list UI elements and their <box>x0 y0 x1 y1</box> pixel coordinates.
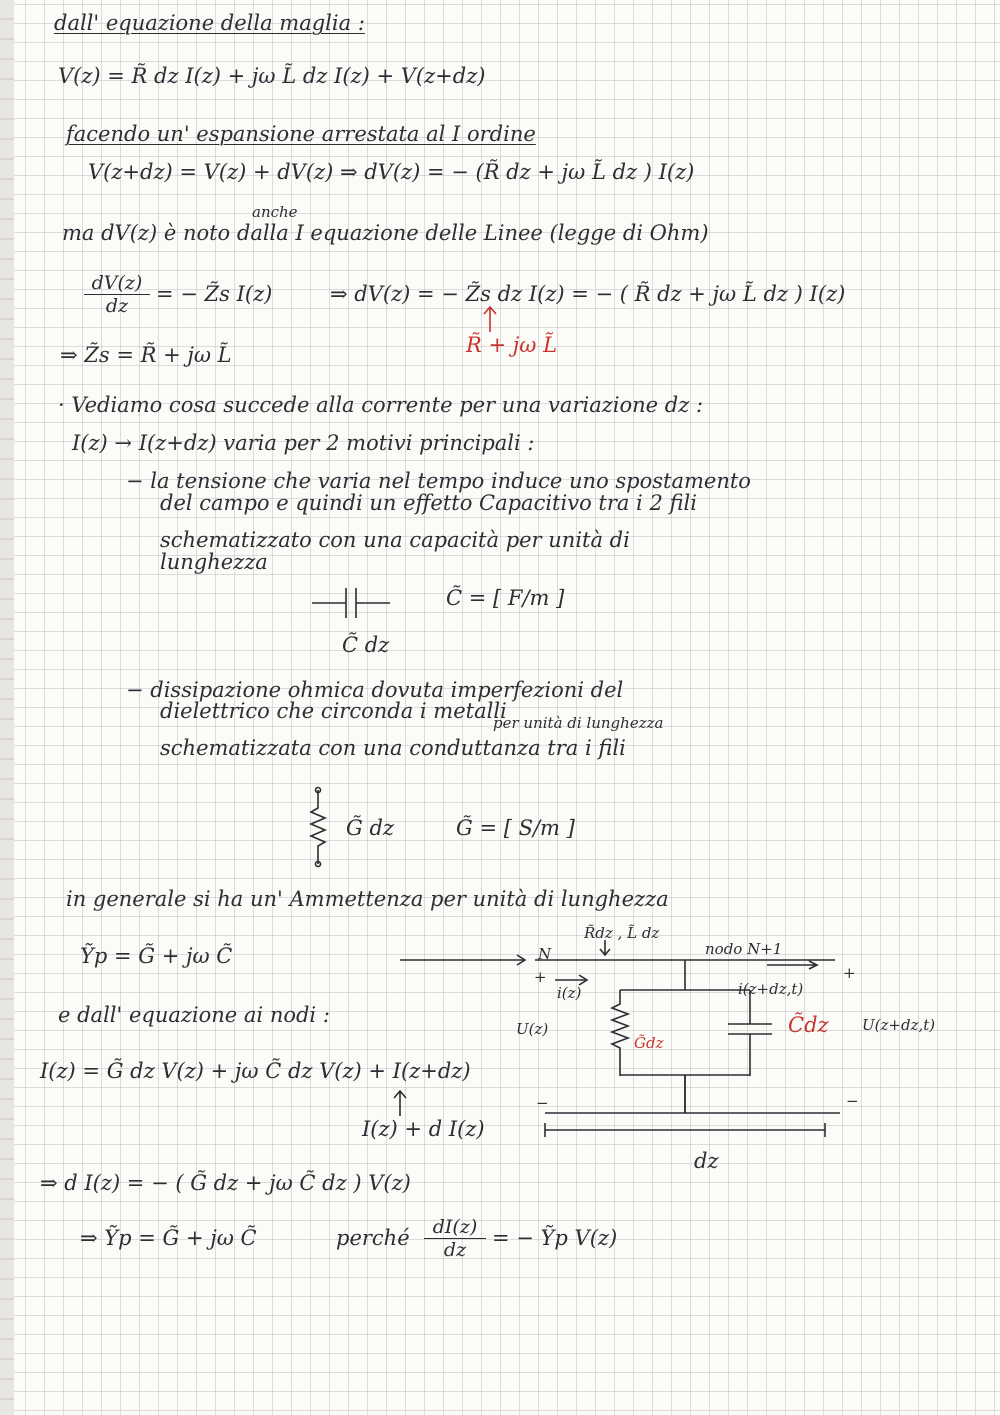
circuit-node-n1: nodo N+1 <box>705 940 783 958</box>
equation-yp-final: ⇒ Ỹp = G̃ + jω C̃ <box>80 1226 257 1250</box>
bullet1-line2: del campo e quindi un effetto Capacitivo tra i 2 fili <box>160 491 697 515</box>
circuit-i-left: i(z) <box>557 984 582 1002</box>
capacitor-unit: C̃ = [ F/m ] <box>446 586 565 610</box>
equation-zs: ⇒ Z̃s = R̃ + jω L̃ <box>60 343 232 367</box>
bullet2-line1: − dissipazione ohmica dovuta imperfezioni del <box>126 678 624 702</box>
bullet2-line2: dielettrico che circonda i metalli <box>160 699 507 723</box>
fraction-dv-denominator: dz <box>105 295 129 317</box>
equation-nodi: I(z) = G̃ dz V(z) + jω C̃ dz V(z) + I(z+dz) <box>40 1059 471 1083</box>
corrente-intro: · Vediamo cosa succede alla corrente per una variazione dz : <box>58 393 704 417</box>
bullet1-line4: lunghezza <box>160 550 268 574</box>
fraction-dv-dz <box>84 272 150 317</box>
espansione-intro: facendo un' espansione arrestata al I ordine <box>66 122 536 146</box>
perche-word: perché <box>336 1226 410 1250</box>
fraction-di-numerator: dI(z) <box>424 1216 486 1239</box>
heading-maglia: dall' equazione della maglia : <box>54 11 365 35</box>
ammettenza-intro: in generale si ha un' Ammettenza per unità di lunghezza <box>66 887 669 911</box>
bullet1-line3: schematizzato con una capacità per unità di <box>160 528 630 552</box>
circuit-plus-left: + <box>534 968 547 986</box>
equation-espansione: V(z+dz) = V(z) + dV(z) ⇒ dV(z) = − (R̃ dz + jω L̃ dz ) I(z) <box>88 160 695 184</box>
corrente-motivi: I(z) → I(z+dz) varia per 2 motivi principali : <box>72 431 535 455</box>
fraction-di-dz <box>424 1216 486 1261</box>
resistor-unit: G̃ = [ S/m ] <box>456 816 575 840</box>
equation-di: ⇒ d I(z) = − ( G̃ dz + jω C̃ dz ) V(z) <box>40 1171 411 1195</box>
bullet1-line1: − la tensione che varia nel tempo induce uno spostamento <box>126 469 751 493</box>
circuit-minus-left: − <box>536 1094 549 1112</box>
equation-dv-zs: ⇒ dV(z) = − Z̃s dz I(z) = − ( R̃ dz + jω L̃ dz ) I(z) <box>330 282 846 306</box>
fraction-dv-numerator: dV(z) <box>84 272 150 295</box>
red-annotation: R̃ + jω L̃ <box>466 333 558 357</box>
bullet2-note: per unità di lunghezza <box>493 714 664 732</box>
circuit-plus-right: + <box>843 964 856 982</box>
circuit-minus-right: − <box>846 1092 859 1110</box>
bullet2-line3: schematizzata con una conduttanza tra i fili <box>160 736 626 760</box>
circuit-i-right: i(z+dz,t) <box>738 980 804 998</box>
circuit-v-right: U(z+dz,t) <box>862 1016 936 1034</box>
circuit-conductance <box>605 988 635 1078</box>
nodi-intro: e dall' equazione ai nodi : <box>58 1003 330 1027</box>
capacitor-label: C̃ dz <box>342 633 390 657</box>
ma-line: ma dV(z) è noto dalla I equazione delle Linee (legge di Ohm) <box>62 221 709 245</box>
note-anche: anche <box>252 203 298 221</box>
circuit-g-label: G̃dz <box>634 1034 664 1052</box>
equation-legge-ohm: = − Z̃s I(z) <box>156 282 273 306</box>
circuit-node-n: N <box>538 945 552 963</box>
circuit-c-label: C̃dz <box>788 1013 829 1037</box>
circuit-dz-label: dz <box>694 1149 719 1173</box>
equation-di-rhs: = − Ỹp V(z) <box>492 1226 618 1250</box>
resistor-label: G̃ dz <box>346 816 394 840</box>
equation-yp: Ỹp = G̃ + jω C̃ <box>80 944 233 968</box>
resistor-symbol <box>303 788 333 868</box>
circuit-series-label: R̃dz , L̃ dz <box>584 924 660 942</box>
nodi-annotation: I(z) + d I(z) <box>362 1117 485 1141</box>
equation-maglia: V(z) = R̃ dz I(z) + jω L̃ dz I(z) + V(z+dz) <box>58 64 486 88</box>
fraction-di-denominator: dz <box>443 1239 467 1261</box>
circuit-v-left: U(z) <box>516 1020 549 1038</box>
capacitor-symbol <box>310 583 400 623</box>
red-up-arrow <box>480 304 500 334</box>
